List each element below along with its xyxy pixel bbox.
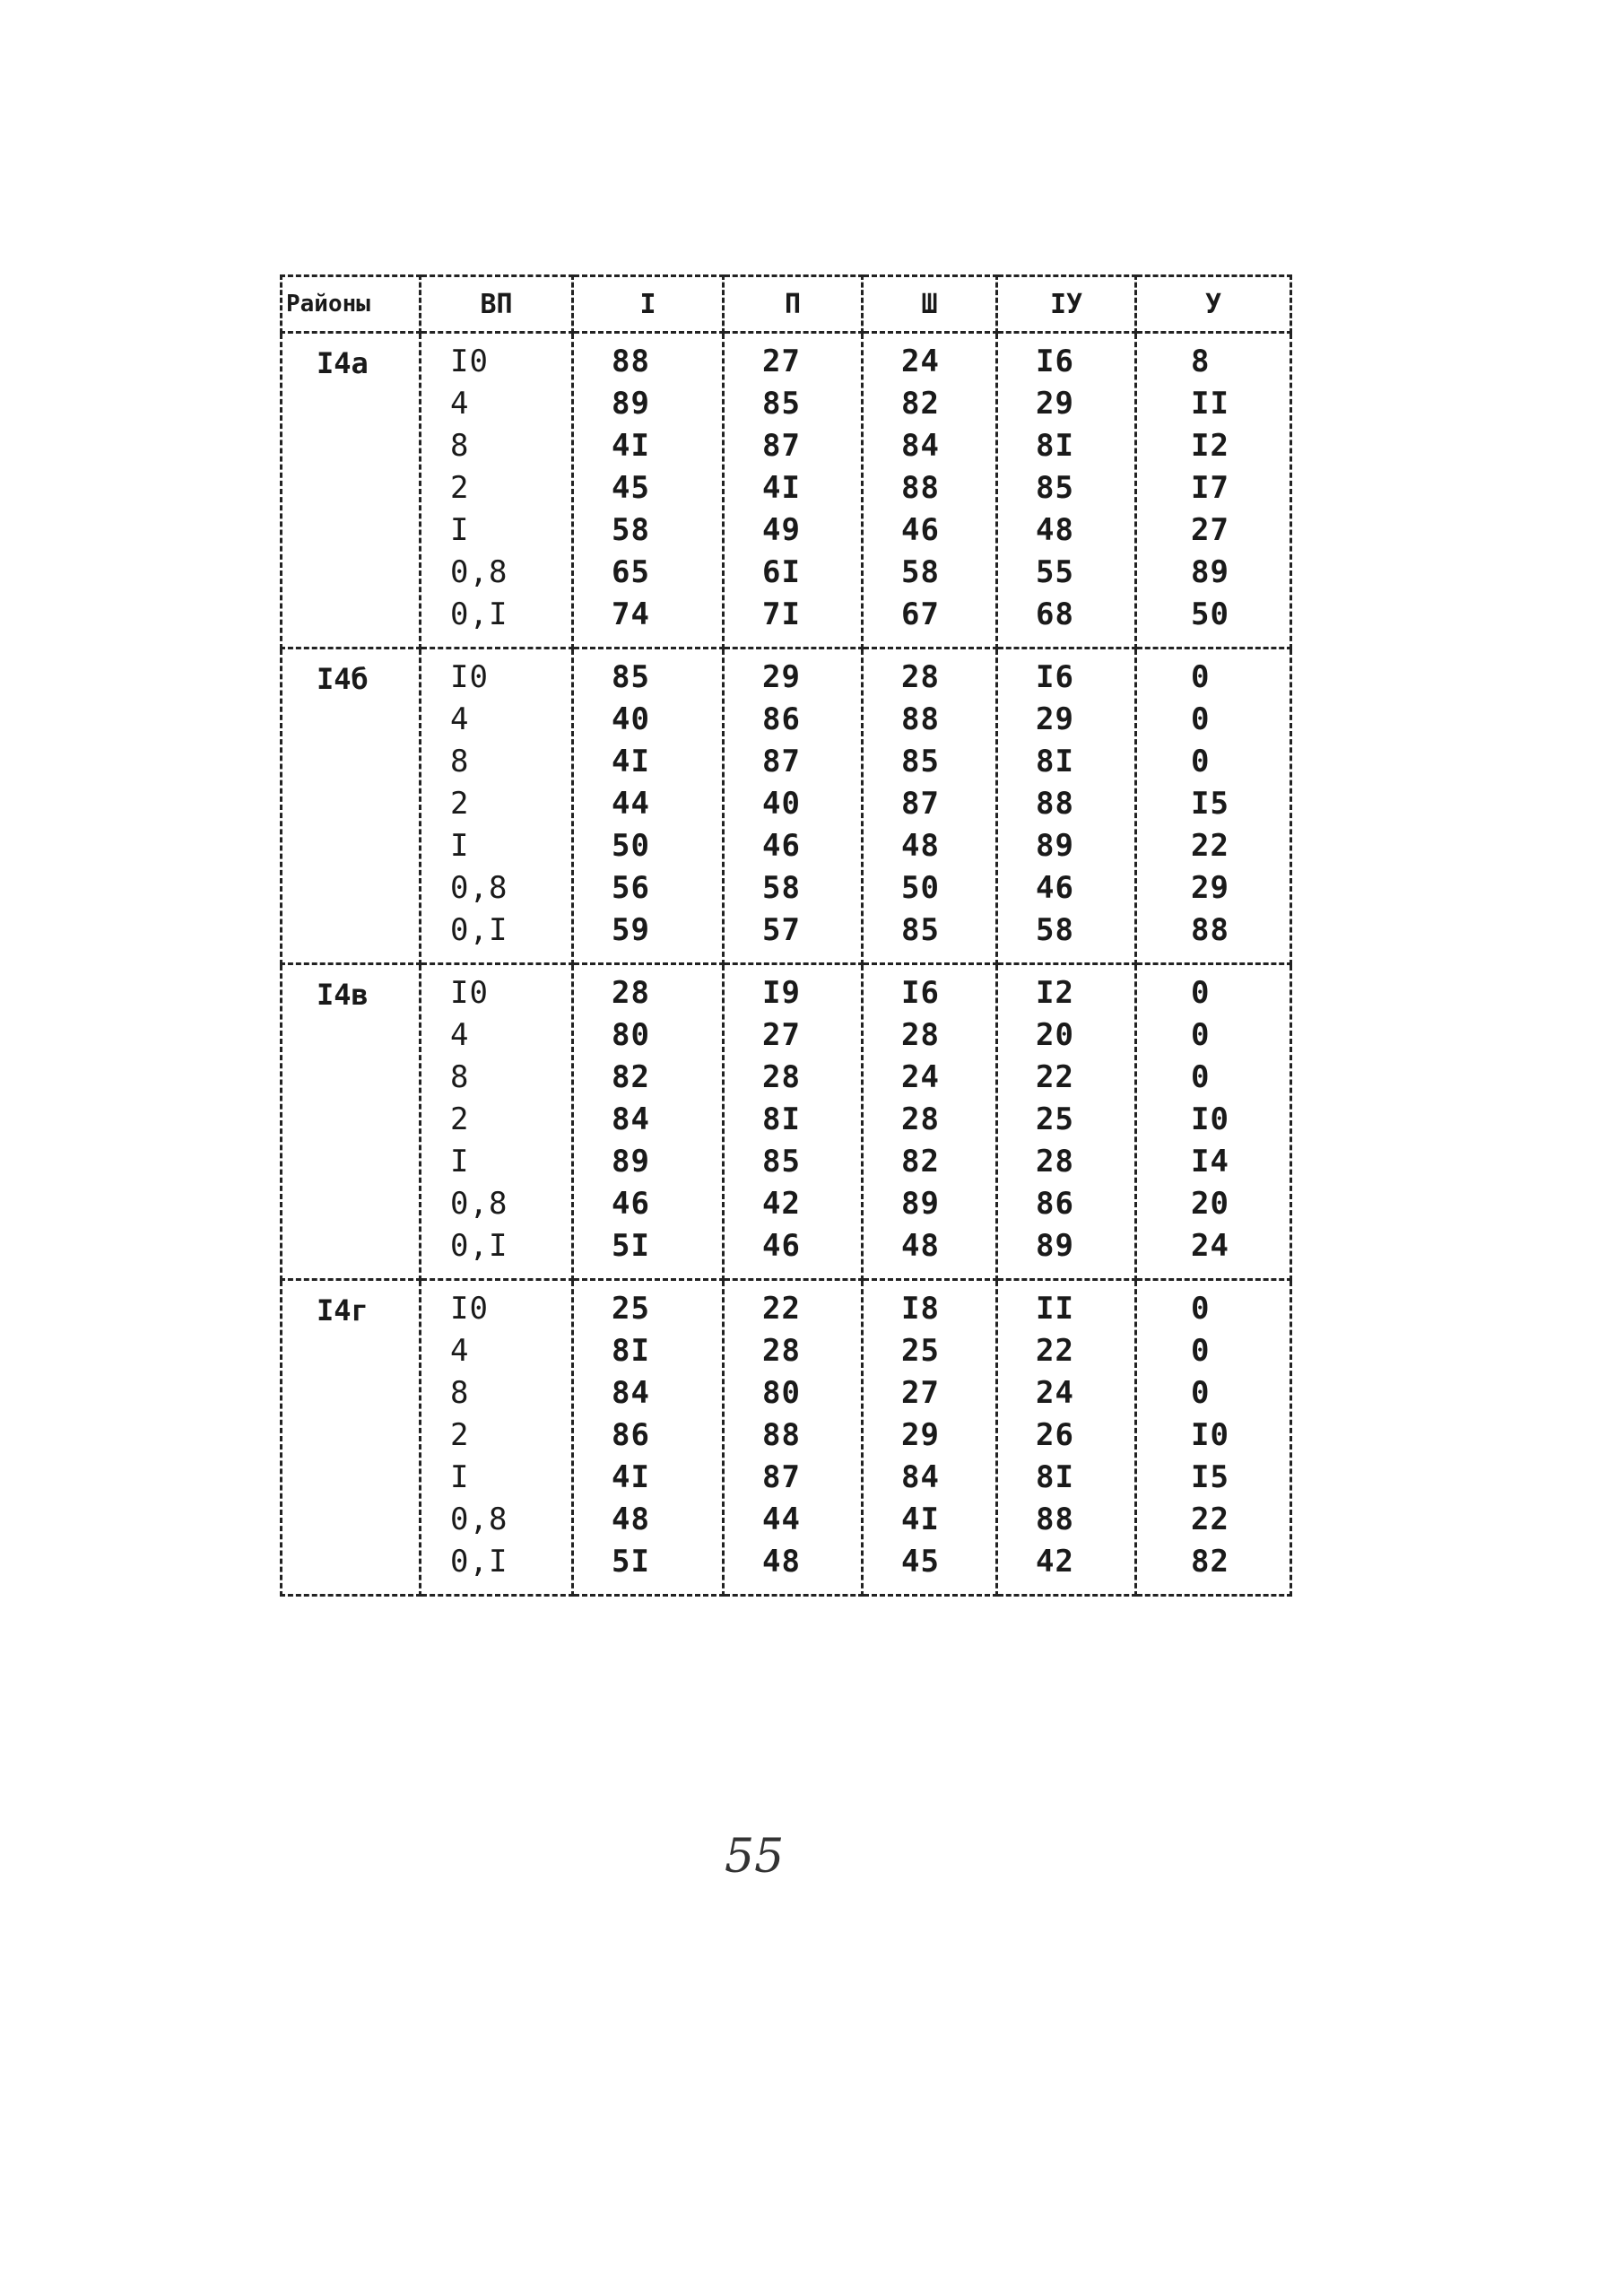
data-value: 0 — [1191, 1375, 1211, 1411]
vp-value: 2 — [450, 1101, 470, 1137]
data-value: 22 — [1036, 1333, 1074, 1369]
data-value: 46 — [901, 512, 940, 548]
vp-value: 0,I — [450, 912, 508, 948]
data-value: 46 — [1036, 870, 1074, 906]
data-value: 42 — [1036, 1544, 1074, 1580]
data-value: I6 — [1036, 659, 1074, 695]
data-value: 55 — [1036, 554, 1074, 590]
data-value: 56 — [612, 870, 650, 906]
data-value: 82 — [1191, 1544, 1229, 1580]
data-value: 24 — [901, 1059, 940, 1095]
table-row — [282, 964, 1291, 1280]
data-value: 8I — [612, 1333, 650, 1369]
data-list — [864, 649, 995, 962]
vp-value: 8 — [450, 1059, 470, 1095]
data-list — [574, 965, 722, 1278]
data-cell-col-4 — [997, 649, 1136, 964]
data-value: 49 — [762, 512, 801, 548]
data-value: 22 — [1036, 1059, 1074, 1095]
data-value: 4I — [612, 744, 650, 779]
data-value: 44 — [612, 786, 650, 822]
data-value: 28 — [612, 975, 650, 1011]
vp-value: I — [450, 512, 470, 548]
data-cell-col-1 — [573, 333, 724, 649]
vp-cell — [421, 964, 573, 1280]
vp-value: I — [450, 1144, 470, 1180]
data-value: 87 — [762, 744, 801, 779]
data-value: 67 — [901, 596, 940, 632]
data-value: 25 — [901, 1333, 940, 1369]
data-value: 88 — [612, 344, 650, 379]
data-value: 45 — [901, 1544, 940, 1580]
data-value: 22 — [1191, 828, 1229, 864]
data-cell-col-5 — [1136, 649, 1291, 964]
header-col-4: IУ — [997, 276, 1136, 333]
header-col-5: У — [1136, 276, 1291, 333]
data-value: 80 — [612, 1017, 650, 1053]
data-value: 82 — [901, 1144, 940, 1180]
data-value: I4 — [1191, 1144, 1229, 1180]
header-vp: ВП — [421, 276, 573, 333]
data-value: 20 — [1191, 1186, 1229, 1222]
data-cell-col-5 — [1136, 1280, 1291, 1596]
data-cell-col-4 — [997, 964, 1136, 1280]
vp-value: I0 — [450, 659, 489, 695]
data-value: 80 — [762, 1375, 801, 1411]
data-value: 0 — [1191, 1333, 1211, 1369]
data-value: 88 — [1036, 786, 1074, 822]
data-value: 24 — [1191, 1228, 1229, 1264]
vp-value: 4 — [450, 386, 470, 422]
data-value: 57 — [762, 912, 801, 948]
data-value: 29 — [762, 659, 801, 695]
vp-cell — [421, 333, 573, 649]
data-value: 44 — [762, 1502, 801, 1537]
data-list — [574, 1281, 722, 1594]
data-cell-col-3 — [863, 649, 997, 964]
region-label: I4в — [282, 964, 421, 1280]
vp-value: 4 — [450, 1333, 470, 1369]
data-value: 86 — [612, 1417, 650, 1453]
vp-value: 0,8 — [450, 1502, 508, 1537]
data-value: 46 — [762, 1228, 801, 1264]
region-label: I4г — [282, 1280, 421, 1596]
data-value: 0 — [1191, 1017, 1211, 1053]
data-cell-col-5 — [1136, 964, 1291, 1280]
table-row — [282, 333, 1291, 649]
data-value: 58 — [762, 870, 801, 906]
data-value: 86 — [762, 701, 801, 737]
data-list — [1137, 649, 1290, 962]
header-row — [282, 276, 1291, 333]
data-cell-col-1 — [573, 649, 724, 964]
data-value: 0 — [1191, 659, 1211, 695]
region-label: I4а — [282, 333, 421, 649]
data-value: 87 — [762, 1459, 801, 1495]
data-value: 42 — [762, 1186, 801, 1222]
data-value: 48 — [1036, 512, 1074, 548]
data-value: 85 — [612, 659, 650, 695]
vp-value: 8 — [450, 744, 470, 779]
data-table-container — [280, 274, 1290, 1597]
data-value: 89 — [1191, 554, 1229, 590]
data-value: 46 — [762, 828, 801, 864]
data-value: 28 — [901, 1101, 940, 1137]
data-value: 88 — [901, 701, 940, 737]
data-value: 0 — [1191, 1059, 1211, 1095]
data-value: I2 — [1191, 428, 1229, 464]
vp-value: 8 — [450, 1375, 470, 1411]
data-value: II — [1036, 1291, 1074, 1327]
data-value: 88 — [1191, 912, 1229, 948]
table-row — [282, 649, 1291, 964]
data-value: I7 — [1191, 470, 1229, 506]
data-value: 27 — [762, 344, 801, 379]
data-value: 29 — [1036, 701, 1074, 737]
data-value: 28 — [1036, 1144, 1074, 1180]
data-cell-col-2 — [724, 649, 863, 964]
data-value: 28 — [762, 1059, 801, 1095]
vp-value: I — [450, 1459, 470, 1495]
data-value: 24 — [1036, 1375, 1074, 1411]
vp-value: 0,I — [450, 1544, 508, 1580]
data-value: 84 — [612, 1101, 650, 1137]
data-value: I0 — [1191, 1417, 1229, 1453]
data-value: 7I — [762, 596, 801, 632]
data-table — [280, 274, 1292, 1597]
data-value: 74 — [612, 596, 650, 632]
data-value: 25 — [612, 1291, 650, 1327]
data-value: 65 — [612, 554, 650, 590]
data-value: 89 — [901, 1186, 940, 1222]
data-value: I6 — [901, 975, 940, 1011]
data-value: 50 — [901, 870, 940, 906]
data-list — [574, 649, 722, 962]
header-col-3: Ш — [863, 276, 997, 333]
data-cell-col-5 — [1136, 333, 1291, 649]
data-value: 4I — [762, 470, 801, 506]
data-value: I5 — [1191, 786, 1229, 822]
data-cell-col-3 — [863, 964, 997, 1280]
data-list — [864, 1281, 995, 1594]
data-list — [725, 1281, 861, 1594]
data-value: 85 — [762, 386, 801, 422]
data-value: 29 — [901, 1417, 940, 1453]
data-cell-col-1 — [573, 1280, 724, 1596]
data-list — [864, 334, 995, 647]
data-value: 22 — [762, 1291, 801, 1327]
data-list — [998, 334, 1134, 647]
vp-value: 0,8 — [450, 1186, 508, 1222]
data-value: 88 — [901, 470, 940, 506]
data-value: 86 — [1036, 1186, 1074, 1222]
vp-list — [421, 965, 571, 1278]
vp-cell — [421, 649, 573, 964]
data-value: 46 — [612, 1186, 650, 1222]
data-value: 40 — [612, 701, 650, 737]
region-group — [282, 1280, 1291, 1596]
data-value: 87 — [762, 428, 801, 464]
data-cell-col-2 — [724, 333, 863, 649]
data-value: 84 — [901, 428, 940, 464]
data-value: 4I — [612, 1459, 650, 1495]
data-value: 68 — [1036, 596, 1074, 632]
data-value: 28 — [762, 1333, 801, 1369]
data-value: 48 — [901, 1228, 940, 1264]
data-cell-col-2 — [724, 1280, 863, 1596]
data-value: 8I — [1036, 744, 1074, 779]
vp-list — [421, 649, 571, 962]
vp-value: I0 — [450, 344, 489, 379]
data-value: 89 — [612, 386, 650, 422]
page-number: 55 — [725, 1830, 785, 1884]
data-cell-col-2 — [724, 964, 863, 1280]
data-list — [998, 649, 1134, 962]
data-value: I9 — [762, 975, 801, 1011]
data-list — [864, 965, 995, 1278]
data-list — [998, 1281, 1134, 1594]
data-value: 89 — [1036, 1228, 1074, 1264]
data-value: 4I — [612, 428, 650, 464]
data-value: 58 — [901, 554, 940, 590]
data-value: 27 — [1191, 512, 1229, 548]
data-list — [998, 965, 1134, 1278]
header-regions: Районы — [282, 276, 421, 333]
vp-value: 0,8 — [450, 554, 508, 590]
data-value: 48 — [762, 1544, 801, 1580]
data-value: 0 — [1191, 1291, 1211, 1327]
data-value: 0 — [1191, 701, 1211, 737]
data-value: II — [1191, 386, 1229, 422]
data-value: 40 — [762, 786, 801, 822]
data-value: 85 — [901, 744, 940, 779]
data-value: I0 — [1191, 1101, 1229, 1137]
data-value: I5 — [1191, 1459, 1229, 1495]
data-value: 45 — [612, 470, 650, 506]
data-cell-col-4 — [997, 333, 1136, 649]
region-group — [282, 649, 1291, 964]
data-value: I6 — [1036, 344, 1074, 379]
data-value: 8I — [762, 1101, 801, 1137]
data-value: 89 — [612, 1144, 650, 1180]
data-value: 89 — [1036, 828, 1074, 864]
data-list — [725, 334, 861, 647]
data-value: 85 — [1036, 470, 1074, 506]
data-value: 58 — [612, 512, 650, 548]
data-value: 25 — [1036, 1101, 1074, 1137]
data-value: 8 — [1191, 344, 1211, 379]
data-value: 28 — [901, 659, 940, 695]
data-value: 50 — [612, 828, 650, 864]
data-value: 50 — [1191, 596, 1229, 632]
data-value: 88 — [1036, 1502, 1074, 1537]
data-value: 58 — [1036, 912, 1074, 948]
header-col-1: I — [573, 276, 724, 333]
data-value: 0 — [1191, 975, 1211, 1011]
data-value: 59 — [612, 912, 650, 948]
data-cell-col-3 — [863, 333, 997, 649]
header-col-2: П — [724, 276, 863, 333]
data-value: 27 — [901, 1375, 940, 1411]
data-value: 5I — [612, 1544, 650, 1580]
data-value: 5I — [612, 1228, 650, 1264]
data-value: 29 — [1191, 870, 1229, 906]
vp-value: I0 — [450, 1291, 489, 1327]
vp-value: 0,I — [450, 596, 508, 632]
data-list — [574, 334, 722, 647]
vp-value: 2 — [450, 786, 470, 822]
vp-value: 2 — [450, 1417, 470, 1453]
data-value: 85 — [762, 1144, 801, 1180]
data-value: 24 — [901, 344, 940, 379]
data-value: 22 — [1191, 1502, 1229, 1537]
data-list — [725, 965, 861, 1278]
data-list — [1137, 334, 1290, 647]
region-label: I4б — [282, 649, 421, 964]
data-list — [1137, 965, 1290, 1278]
vp-value: 0,I — [450, 1228, 508, 1264]
data-value: 84 — [901, 1459, 940, 1495]
data-list — [1137, 1281, 1290, 1594]
data-value: 26 — [1036, 1417, 1074, 1453]
data-value: 6I — [762, 554, 801, 590]
data-cell-col-4 — [997, 1280, 1136, 1596]
table-row — [282, 1280, 1291, 1596]
vp-value: 8 — [450, 428, 470, 464]
data-value: 8I — [1036, 428, 1074, 464]
data-value: I2 — [1036, 975, 1074, 1011]
region-group — [282, 964, 1291, 1280]
data-value: 85 — [901, 912, 940, 948]
vp-value: I — [450, 828, 470, 864]
data-value: 48 — [901, 828, 940, 864]
data-value: 84 — [612, 1375, 650, 1411]
data-value: 4I — [901, 1502, 940, 1537]
region-group — [282, 333, 1291, 649]
vp-list — [421, 1281, 571, 1594]
vp-value: 4 — [450, 701, 470, 737]
data-cell-col-1 — [573, 964, 724, 1280]
data-value: I8 — [901, 1291, 940, 1327]
vp-value: 0,8 — [450, 870, 508, 906]
data-list — [725, 649, 861, 962]
data-value: 82 — [901, 386, 940, 422]
vp-list — [421, 334, 571, 647]
data-value: 8I — [1036, 1459, 1074, 1495]
data-value: 87 — [901, 786, 940, 822]
data-value: 82 — [612, 1059, 650, 1095]
data-value: 27 — [762, 1017, 801, 1053]
vp-cell — [421, 1280, 573, 1596]
data-cell-col-3 — [863, 1280, 997, 1596]
data-value: 48 — [612, 1502, 650, 1537]
data-value: 29 — [1036, 386, 1074, 422]
data-value: 20 — [1036, 1017, 1074, 1053]
vp-value: I0 — [450, 975, 489, 1011]
vp-value: 2 — [450, 470, 470, 506]
vp-value: 4 — [450, 1017, 470, 1053]
data-value: 0 — [1191, 744, 1211, 779]
data-value: 88 — [762, 1417, 801, 1453]
data-value: 28 — [901, 1017, 940, 1053]
